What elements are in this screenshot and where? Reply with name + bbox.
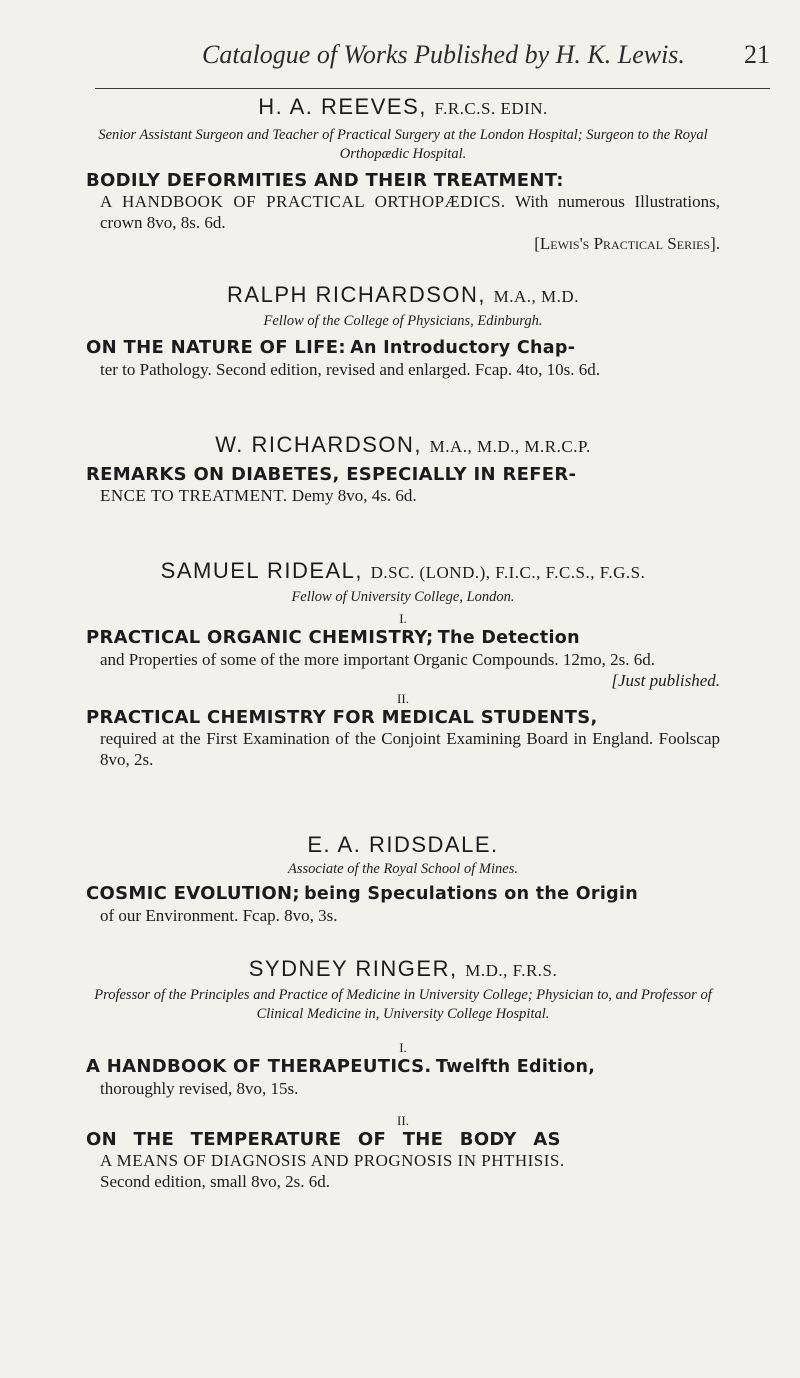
author-name bbox=[86, 282, 720, 310]
work-details: With numerous Illustrations, crown 8vo, 8s. 6d. bbox=[100, 192, 720, 232]
author-degrees: M.A., M.D., M.R.C.P. bbox=[429, 437, 591, 456]
author-degrees: F.R.C.S. EDIN. bbox=[434, 99, 548, 118]
author-name-text: E. A. RIDSDALE. bbox=[307, 832, 499, 857]
work-details: ter to Pathology. Second edition, revised and enlarged. Fcap. 4to, 10s. 6d. bbox=[100, 360, 600, 379]
author-name bbox=[86, 956, 720, 984]
work-details: thoroughly revised, 8vo, 15s. bbox=[100, 1079, 299, 1098]
work-title: BODILY DEFORMITIES AND THEIR TREATMENT: bbox=[86, 170, 564, 191]
work-numeral: II. bbox=[397, 1113, 409, 1128]
work-entry-1 bbox=[86, 1056, 720, 1099]
work-entry-2 bbox=[86, 1129, 720, 1192]
work-subtitle: A MEANS OF DIAGNOSIS AND PROGNOSIS IN PHTHISIS. bbox=[100, 1151, 565, 1170]
work-entry bbox=[86, 337, 720, 380]
work-body bbox=[86, 485, 720, 506]
entry-ralph-richardson bbox=[86, 282, 720, 380]
page-number: 21 bbox=[744, 40, 770, 69]
publication-note: [Just published. bbox=[611, 671, 720, 690]
work-body bbox=[86, 191, 720, 233]
author-affiliation: Associate of the Royal School of Mines. bbox=[288, 861, 518, 877]
author-name-text: W. RICHARDSON, bbox=[215, 432, 422, 457]
author-degrees: M.D., F.R.S. bbox=[465, 961, 558, 980]
author-name bbox=[86, 432, 720, 460]
work-title: REMARKS ON DIABETES, ESPECIALLY IN REFER- bbox=[86, 464, 577, 485]
author-affiliation: Fellow of University College, London. bbox=[291, 589, 515, 605]
work-body bbox=[86, 649, 720, 690]
page-header bbox=[95, 40, 770, 90]
running-title: Catalogue of Works Published by H. K. Lewis. bbox=[202, 40, 685, 69]
entry-reeves bbox=[86, 94, 720, 254]
author-name-text: RALPH RICHARDSON, bbox=[227, 282, 487, 307]
author-affiliation: Fellow of the College of Physicians, Edinburgh. bbox=[263, 313, 543, 329]
work-subtitle: ENCE TO TREATMENT. bbox=[100, 486, 288, 505]
work-title: ON THE NATURE OF LIFE: bbox=[86, 337, 346, 358]
work-entry bbox=[86, 170, 720, 254]
header-rule bbox=[95, 88, 770, 89]
author-name bbox=[86, 94, 720, 122]
work-title: PRACTICAL ORGANIC CHEMISTRY; bbox=[86, 627, 434, 648]
work-title: COSMIC EVOLUTION; bbox=[86, 883, 300, 904]
author-name-text: H. A. REEVES, bbox=[258, 94, 427, 119]
work-subtitle: Twelfth Edition, bbox=[435, 1057, 596, 1077]
work-title: ON THE TEMPERATURE OF THE BODY AS bbox=[86, 1129, 561, 1150]
author-affiliation: Senior Assistant Surgeon and Teacher of Practical Surgery at the London Hospital; Surgeon to the Royal Orthopædic Hospital. bbox=[98, 127, 708, 162]
entry-samuel-rideal bbox=[86, 558, 720, 770]
work-details: and Properties of some of the more important Organic Compounds. 12mo, 2s. 6d. bbox=[100, 650, 655, 669]
work-numeral: I. bbox=[399, 1040, 407, 1055]
work-subtitle: being Speculations on the Origin bbox=[304, 884, 639, 904]
work-details: of our Environment. Fcap. 8vo, 3s. bbox=[100, 906, 338, 925]
author-name-text: SAMUEL RIDEAL, bbox=[160, 558, 364, 583]
work-numeral: I. bbox=[399, 611, 407, 626]
entry-sydney-ringer bbox=[86, 956, 720, 1192]
work-body bbox=[86, 1150, 720, 1192]
author-name bbox=[86, 558, 720, 586]
author-name-text: SYDNEY RINGER, bbox=[248, 956, 458, 981]
work-details: required at the First Examination of the Conjoint Examining Board in England. Foolscap 8vo, 2s. bbox=[100, 729, 720, 769]
work-entry-2 bbox=[86, 707, 720, 770]
work-details: Second edition, small 8vo, 2s. 6d. bbox=[100, 1172, 330, 1191]
entry-w-richardson bbox=[86, 432, 720, 506]
author-degrees: D.SC. (LOND.), F.I.C., F.C.S., F.G.S. bbox=[370, 563, 646, 582]
series-note: [Lewis's Practical Series]. bbox=[534, 234, 720, 253]
author-name bbox=[86, 832, 720, 858]
work-subtitle: The Detection bbox=[437, 628, 580, 648]
work-entry-1 bbox=[86, 627, 720, 690]
author-degrees: M.A., M.D. bbox=[493, 287, 579, 306]
entry-ridsdale bbox=[86, 832, 720, 926]
work-details: Demy 8vo, 4s. 6d. bbox=[291, 486, 417, 505]
work-entry bbox=[86, 464, 720, 506]
work-entry bbox=[86, 883, 720, 926]
work-title: A HANDBOOK OF THERAPEUTICS. bbox=[86, 1056, 432, 1077]
work-title: PRACTICAL CHEMISTRY FOR MEDICAL STUDENTS, bbox=[86, 707, 598, 728]
work-numeral: II. bbox=[397, 691, 409, 706]
author-affiliation: Professor of the Principles and Practice of Medicine in University College; Physician to, and Professor of Clinical Medicine in, University College Hospital. bbox=[94, 987, 712, 1022]
work-subtitle: An Introductory Chap- bbox=[350, 338, 576, 358]
work-subtitle: A HANDBOOK OF PRACTICAL ORTHOPÆDICS. bbox=[100, 192, 506, 211]
